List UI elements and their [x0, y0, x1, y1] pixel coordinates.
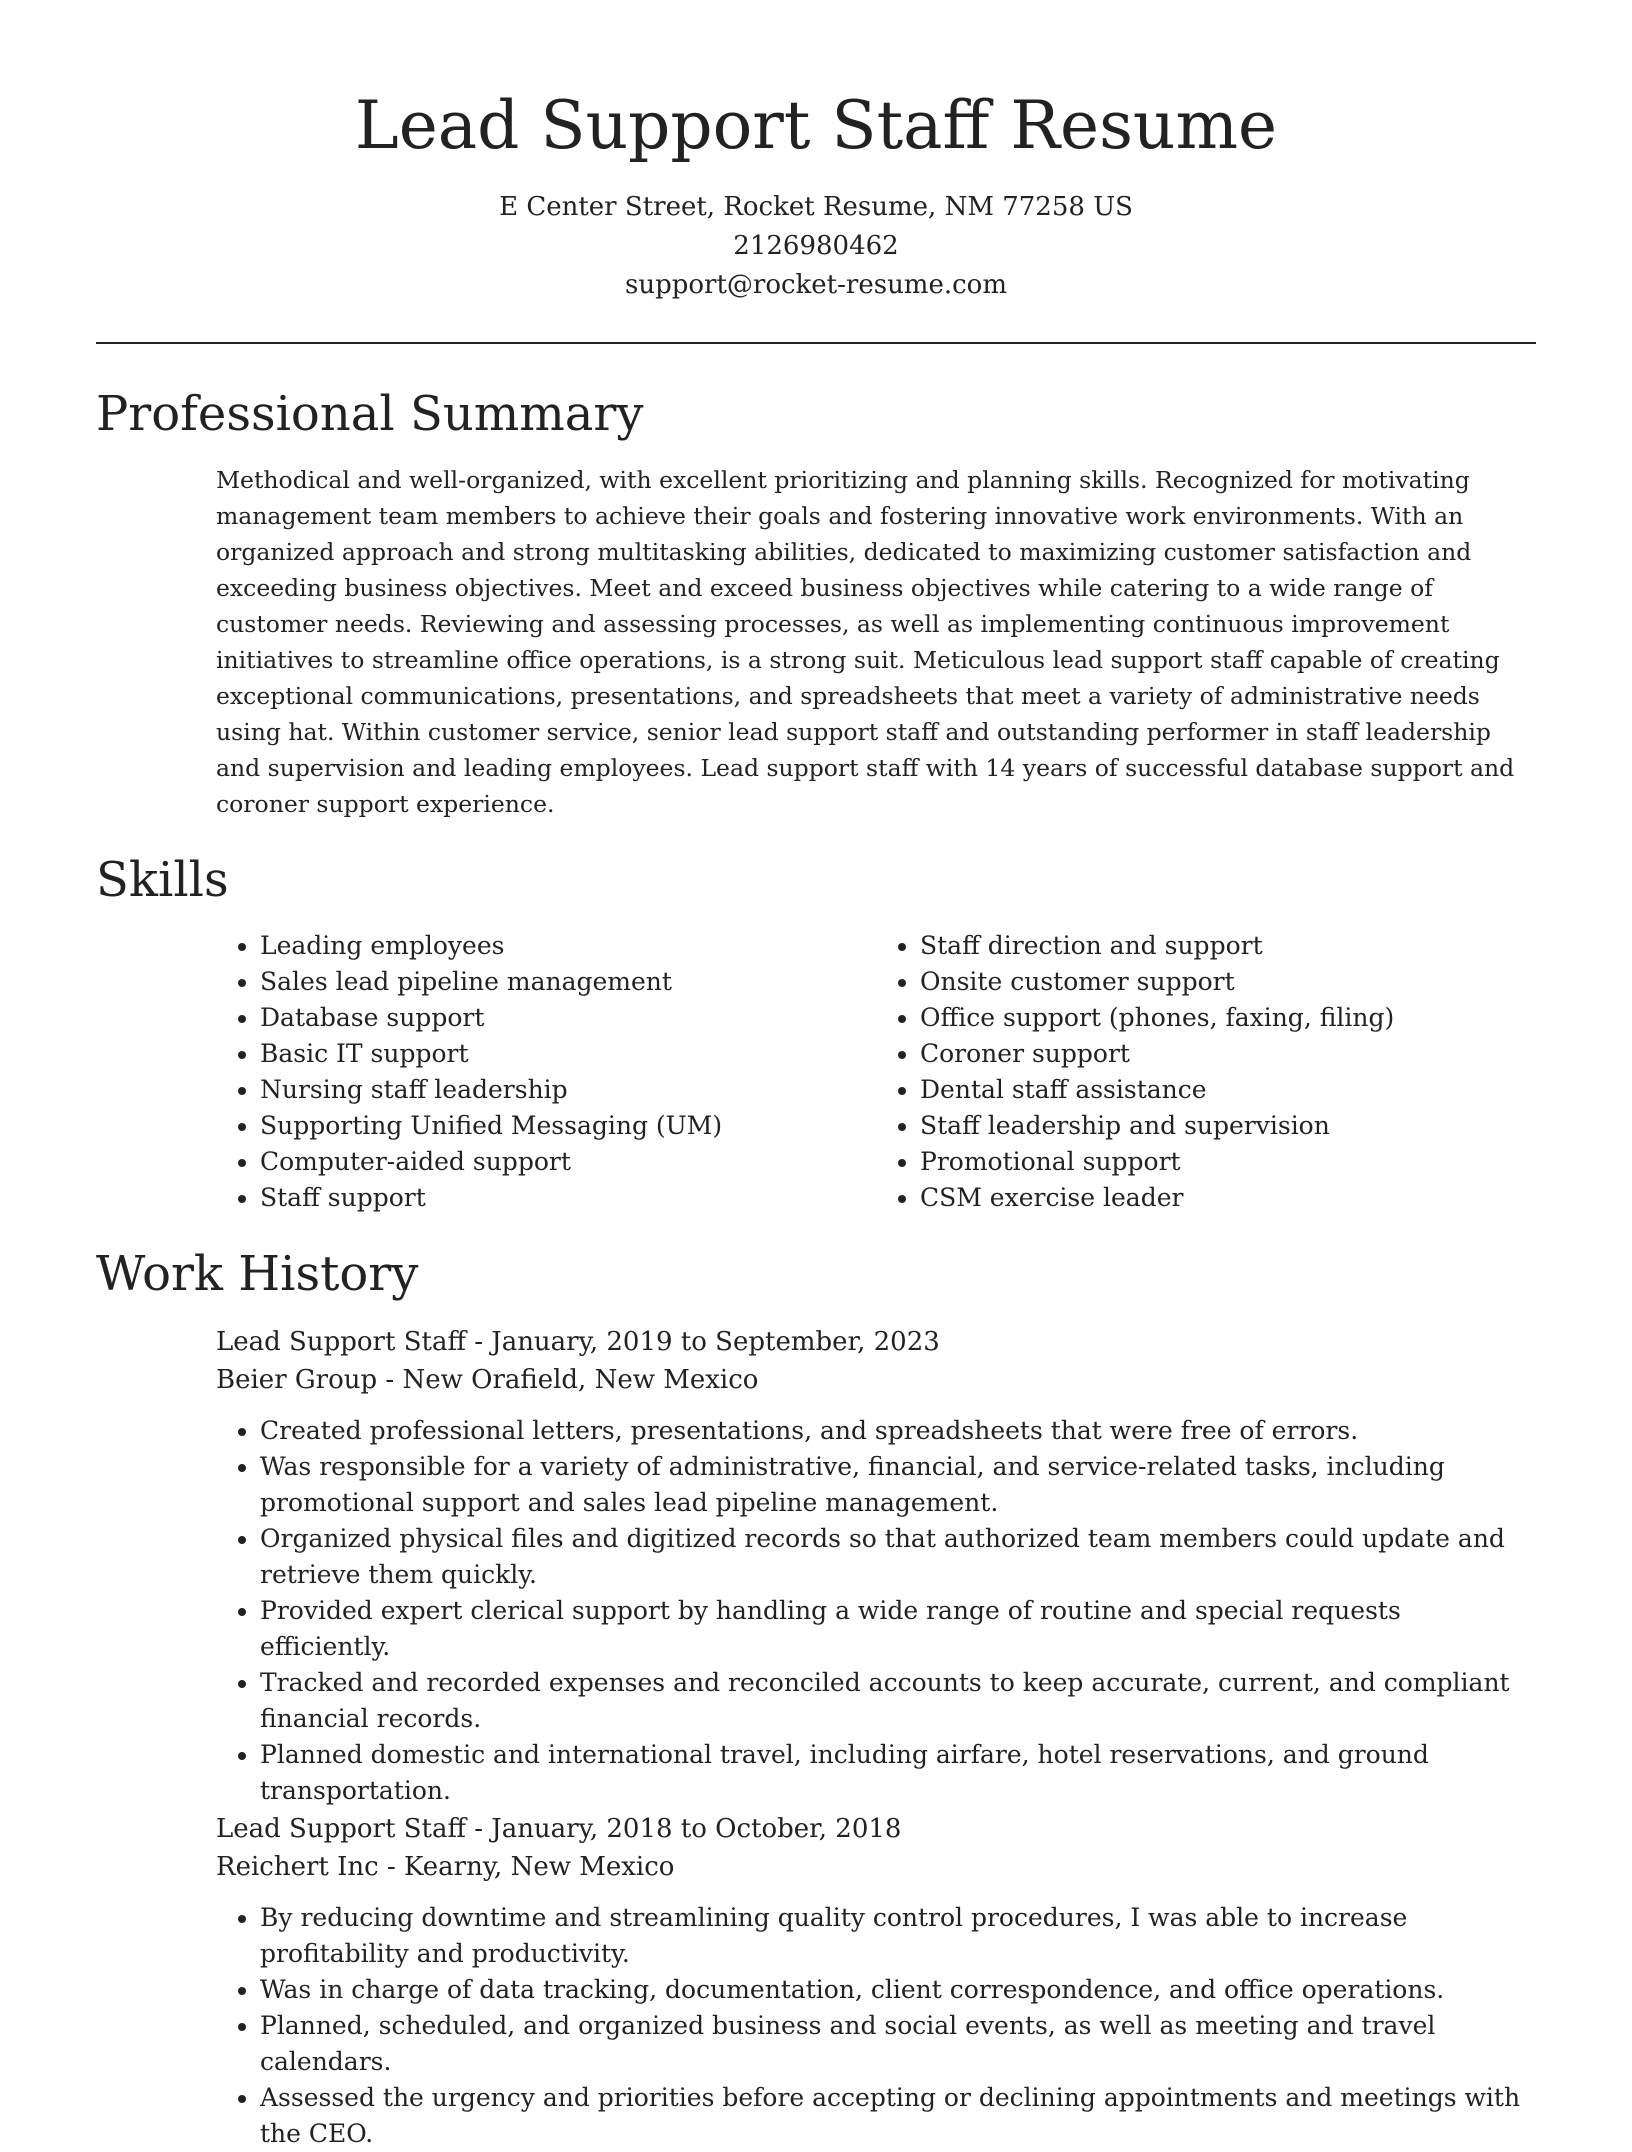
skill-item: • Staff leadership and supervision	[920, 1108, 1536, 1144]
job-company: Reichert Inc	[216, 1852, 379, 1882]
contact-info	[0, 188, 1632, 305]
skill-item: • Staff direction and support	[920, 928, 1536, 964]
job-company-line: Beier Group - New Orafield, New Mexico	[216, 1365, 759, 1395]
job-duties	[216, 1413, 1536, 1809]
job-dates: January, 2019 to September, 2023	[491, 1327, 940, 1357]
skill-item: • CSM exercise leader	[920, 1180, 1536, 1216]
summary-text: Methodical and well-organized, with excellent prioritizing and planning skills. Recognized for motivating management team members to achieve their goals and fostering innovative work environments. With an organized approach and strong multitasking abilities, dedicated to maximizing customer satisfaction and exceeding business objectives. Meet and exceed business objectives while catering to a wide range of customer needs. Reviewing and assessing processes, as well as implementing continuous improvement initiatives to streamline office operations, is a strong suit. Meticulous lead support staff capable of creating exceptional communications, presentations, and spreadsheets that meet a variety of administrative needs using hat. Within customer service, senior lead support staff and outstanding performer in staff leadership and supervision and leading employees. Lead support staff with 14 years of successful database support and coroner support experience.	[216, 466, 1515, 818]
job-duties	[216, 1900, 1536, 2152]
job-location: New Orafield, New Mexico	[402, 1365, 759, 1395]
skill-item: • Supporting Unified Messaging (UM)	[260, 1108, 876, 1144]
job-duty: • By reducing downtime and streamlining quality control procedures, I was able to increase profitability and productivity.	[260, 1900, 1536, 1972]
job-title-line: Lead Support Staff - January, 2019 to September, 2023	[216, 1327, 940, 1357]
job-duty: • Provided expert clerical support by handling a wide range of routine and special requests efficiently.	[260, 1593, 1536, 1665]
job-entry	[216, 1810, 1536, 2152]
job-duty: • Was in charge of data tracking, documentation, client correspondence, and office operations.	[260, 1972, 1536, 2008]
job-duty: • Organized physical files and digitized records so that authorized team members could update and retrieve them quickly.	[260, 1521, 1536, 1593]
contact-email: support@rocket-resume.com	[624, 270, 1007, 300]
job-duty: • Assessed the urgency and priorities before accepting or declining appointments and meetings with the CEO.	[260, 2080, 1536, 2152]
job-title: Lead Support Staff	[216, 1327, 466, 1357]
skill-item: • Computer-aided support	[260, 1144, 876, 1180]
skills-column-right	[876, 928, 1536, 1216]
job-entry	[216, 1323, 1536, 1809]
summary-heading: Professional Summary	[96, 386, 644, 442]
skill-item: • Staff support	[260, 1180, 876, 1216]
skills-column-left	[216, 928, 876, 1216]
resume-header	[0, 78, 1632, 305]
job-duty: • Was responsible for a variety of administrative, financial, and service-related tasks, including promotional support and sales lead pipeline management.	[260, 1449, 1536, 1521]
skill-item: • Office support (phones, faxing, filing)	[920, 1000, 1536, 1036]
contact-address: E Center Street, Rocket Resume, NM 77258 US	[499, 192, 1133, 222]
skill-item: • Onsite customer support	[920, 964, 1536, 1000]
job-duty: • Planned, scheduled, and organized business and social events, as well as meeting and travel calendars.	[260, 2008, 1536, 2080]
job-dates: January, 2018 to October, 2018	[491, 1814, 902, 1844]
job-location: Kearny, New Mexico	[404, 1852, 675, 1882]
work-history-heading: Work History	[96, 1246, 419, 1302]
job-duty: • Tracked and recorded expenses and reconciled accounts to keep accurate, current, and compliant financial records.	[260, 1665, 1536, 1737]
job-duty: • Created professional letters, presentations, and spreadsheets that were free of errors.	[260, 1413, 1536, 1449]
resume-title: Lead Support Staff Resume	[354, 87, 1278, 164]
job-duty: • Planned domestic and international travel, including airfare, hotel reservations, and ground transportation.	[260, 1737, 1536, 1809]
skill-item: • Promotional support	[920, 1144, 1536, 1180]
job-company: Beier Group	[216, 1365, 378, 1395]
skills-list	[216, 928, 1536, 1216]
skill-item: • Coroner support	[920, 1036, 1536, 1072]
skill-item: • Dental staff assistance	[920, 1072, 1536, 1108]
job-company-line: Reichert Inc - Kearny, New Mexico	[216, 1852, 675, 1882]
skills-heading: Skills	[96, 852, 229, 908]
header-divider	[96, 342, 1536, 344]
skill-item: • Database support	[260, 1000, 876, 1036]
contact-phone: 2126980462	[733, 231, 899, 261]
skill-item: • Sales lead pipeline management	[260, 964, 876, 1000]
job-title: Lead Support Staff	[216, 1814, 466, 1844]
job-title-line: Lead Support Staff - January, 2018 to October, 2018	[216, 1814, 902, 1844]
skill-item: • Nursing staff leadership	[260, 1072, 876, 1108]
skill-item: • Leading employees	[260, 928, 876, 964]
skill-item: • Basic IT support	[260, 1036, 876, 1072]
